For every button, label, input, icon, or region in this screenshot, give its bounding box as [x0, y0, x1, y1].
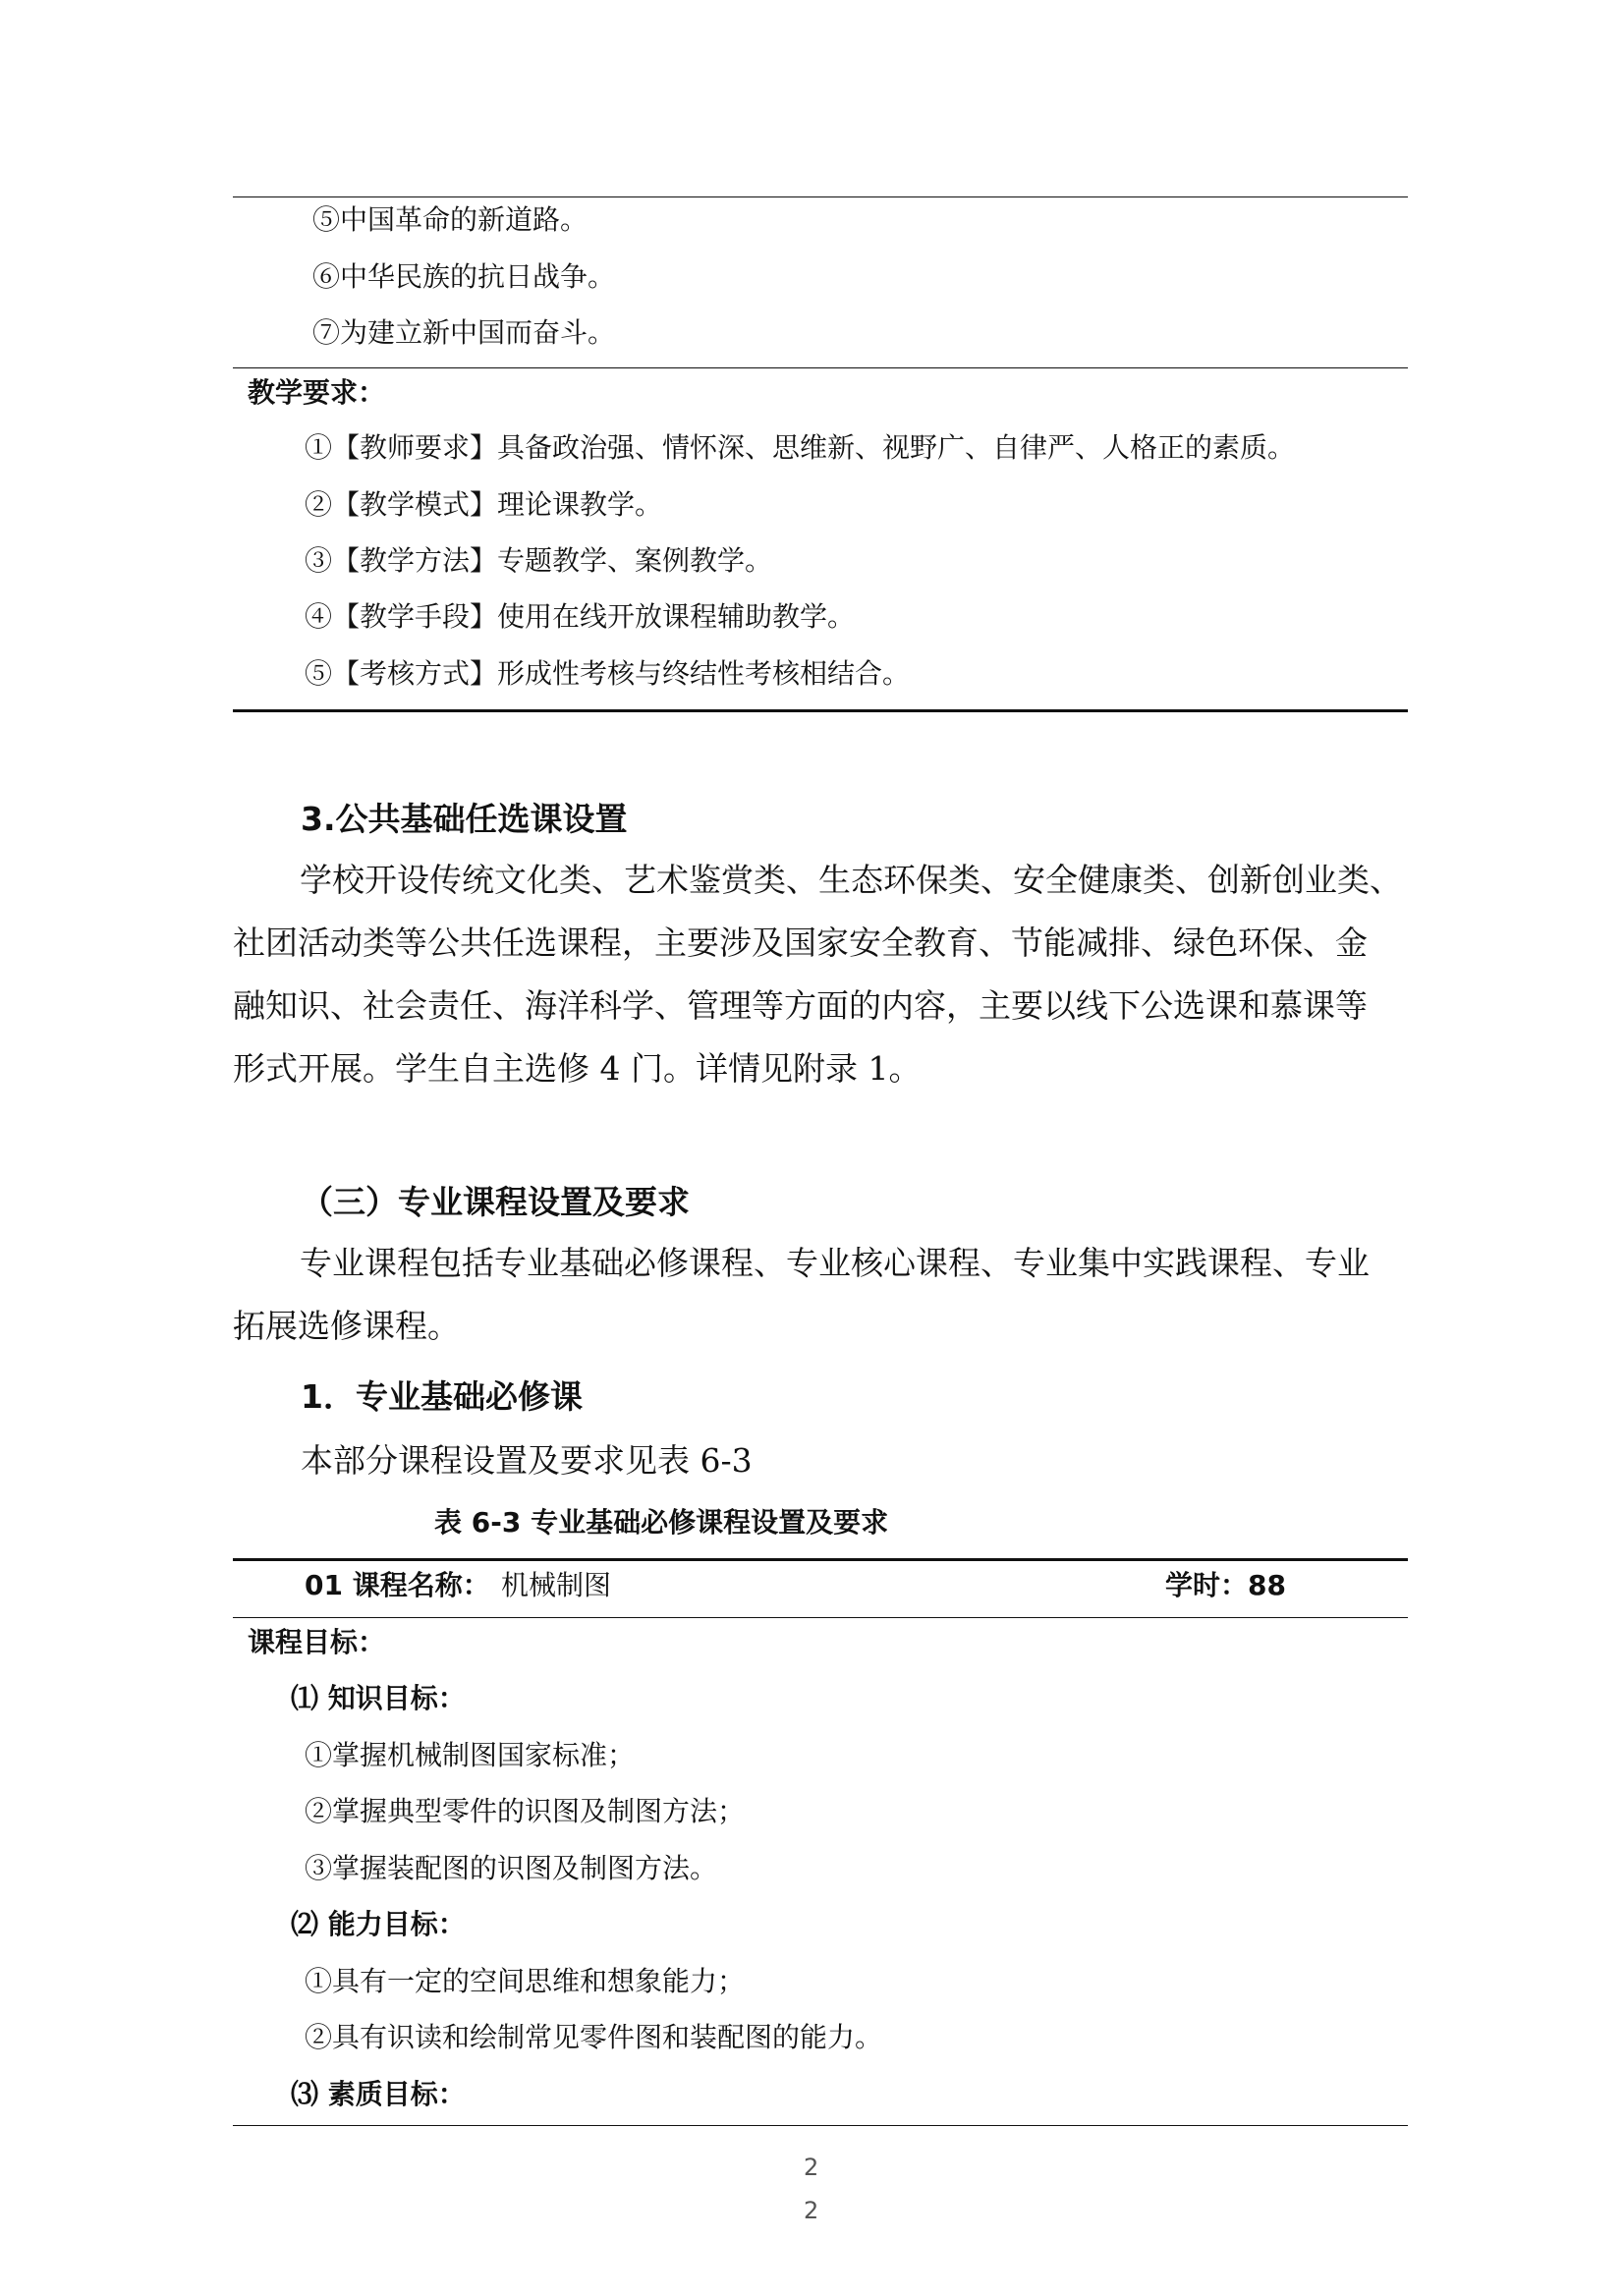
list-item: ④【教学手段】使用在线开放课程辅助教学。	[305, 600, 856, 633]
ability-heading: ⑵ 能力目标：	[291, 1908, 466, 1940]
table-row-divider	[233, 1617, 1408, 1618]
paragraph	[233, 849, 1412, 1100]
table-row-divider	[233, 367, 1408, 368]
subsection-heading: 1．专业基础必修课	[301, 1377, 583, 1416]
list-item: ①掌握机械制图国家标准；	[305, 1739, 636, 1771]
knowledge-heading: ⑴ 知识目标：	[291, 1682, 466, 1714]
page-number: 2	[804, 2154, 819, 2181]
list-item: ⑥中华民族的抗日战争。	[312, 260, 616, 293]
teaching-req-heading: 教学要求：	[248, 376, 386, 409]
quality-heading: ⑶ 素质目标：	[291, 2078, 466, 2110]
list-item: ③掌握装配图的识图及制图方法。	[305, 1852, 718, 1884]
goals-heading: 课程目标：	[248, 1626, 386, 1658]
table-reference-note: 本部分课程设置及要求见表 6-3	[301, 1441, 753, 1480]
page-number: 2	[804, 2197, 819, 2224]
list-item: ②【教学模式】理论课教学。	[305, 488, 663, 521]
list-item: ①【教师要求】具备政治强、情怀深、思维新、视野广、自律严、人格正的素质。	[305, 431, 1296, 464]
table-top-border	[233, 196, 1408, 197]
paragraph-line: 专业课程包括专业基础必修课程、专业核心课程、专业集中实践课程、专业	[300, 1244, 1370, 1282]
list-item: ②掌握典型零件的识图及制图方法；	[305, 1795, 746, 1827]
list-item: ⑦为建立新中国而奋斗。	[312, 316, 616, 349]
table-top-border	[233, 1558, 1408, 1561]
paragraph-line: 社团活动类等公共任选课程，主要涉及国家安全教育、节能减排、绿色环保、金	[233, 924, 1368, 962]
course-hours: 学时：88	[1165, 1569, 1286, 1601]
paragraph-line: 拓展选修课程。	[233, 1307, 460, 1345]
list-item: ②具有识读和绘制常见零件图和装配图的能力。	[305, 2021, 883, 2053]
table-bottom-border	[233, 2125, 1408, 2126]
course-label: 01 课程名称：	[305, 1569, 490, 1601]
paragraph	[233, 1232, 1412, 1358]
list-item: ⑤中国革命的新道路。	[312, 203, 588, 236]
paragraph-line: 融知识、社会责任、海洋科学、管理等方面的内容，主要以线下公选课和慕课等	[233, 986, 1368, 1025]
table-bottom-border	[233, 709, 1408, 712]
course-name: 机械制图	[501, 1569, 612, 1601]
section-heading: （三）专业课程设置及要求	[301, 1183, 690, 1221]
list-item: ③【教学方法】专题教学、案例教学。	[305, 544, 773, 577]
list-item: ①具有一定的空间思维和想象能力；	[305, 1965, 746, 1997]
list-item: ⑤【考核方式】形成性考核与终结性考核相结合。	[305, 657, 911, 690]
table-caption: 表 6-3 专业基础必修课程设置及要求	[434, 1506, 889, 1539]
section-heading: 3.公共基础任选课设置	[301, 800, 628, 838]
paragraph-line: 学校开设传统文化类、艺术鉴赏类、生态环保类、安全健康类、创新创业类、	[300, 861, 1402, 899]
paragraph-line: 形式开展。学生自主选修 4 门。详情见附录 1。	[233, 1049, 922, 1088]
